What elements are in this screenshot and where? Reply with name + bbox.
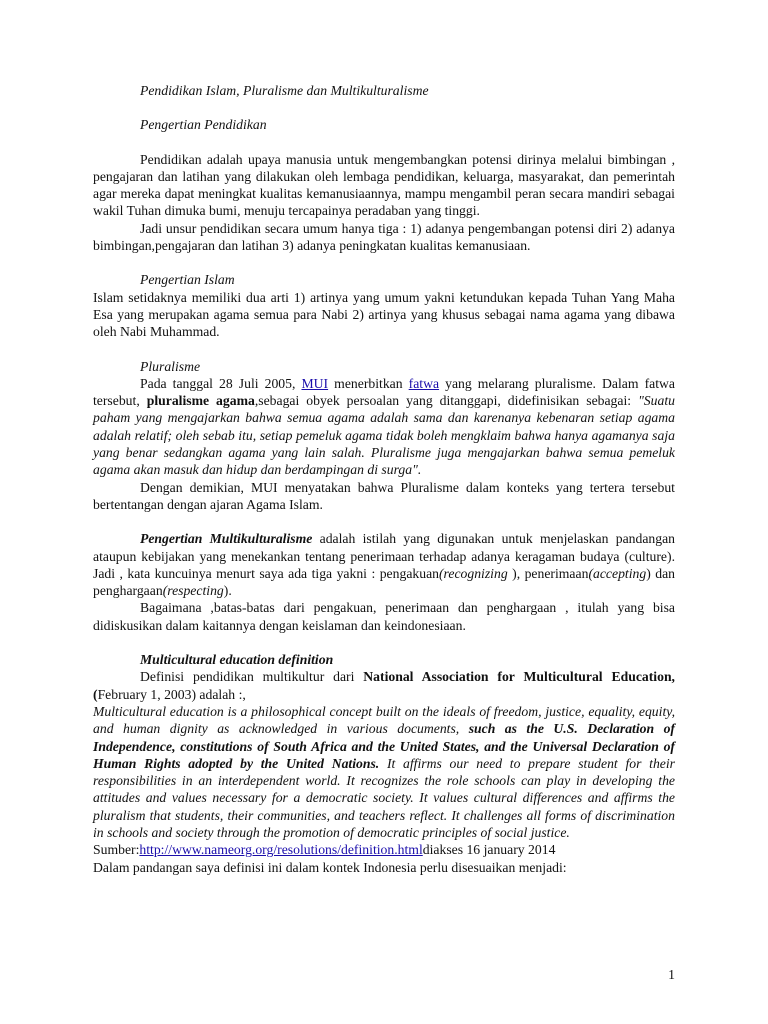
quote-text-b: It affirms our need to prepare student for their responsibilities in an interdependent world. It recognizes the role schools can play in developing the attitudes and values necessary for a democratic society. It values cultural differences and affirms the pluralism that students, their communities, and teachers reflect. It challenges all forms of discrimination in schools and society through the promotion of democratic principles of social justice. (93, 755, 675, 840)
heading-pluralisme: Pluralisme (140, 358, 201, 374)
paragraph-multikulturalisme-1 (93, 530, 675, 599)
heading-pengertian-pendidikan: Pengertian Pendidikan (140, 117, 267, 133)
fatwa-quote: "Suatu paham yang mengajarkan bahwa semua agama adalah sama dan karenanya kebenaran setiap agama adalah relatif; oleh sebab itu, setiap pemeluk agama tidak boleh mengklaim bahwa hanya agamanya saja yang benar sedangkan agama yang lain salah. Pluralisme juga mengajarkan bahwa semua pemeluk agama akan masuk dan hidup dan berdampingan di surga". (93, 393, 675, 478)
paragraph-pendidikan-1: Pendidikan adalah upaya manusia untuk mengembangkan potensi dirinya melalui bimbingan , pengajaran dan latihan yang dilakukan oleh lembaga pendidikan, keluarga, masyarakat, dan pemerintah agar mereka dapat meningkat kualitas kemanusiaannya, mampu mengambil peran secara mandiri sebagai wakil Tuhan dimuka bumi, menuju tercapainya peradaban yang tinggi. (93, 151, 675, 219)
name-text-a: Definisi pendidikan multikultur dari (140, 669, 364, 685)
paragraph-pluralisme-1 (93, 375, 675, 479)
multikulturalisme-lead: Pengertian Multikulturalisme (140, 531, 313, 547)
fatwa-link[interactable]: fatwa (408, 375, 440, 391)
paragraph-islam: Islam setidaknya memiliki dua arti 1) artinya yang umum yakni ketundukan kepada Tuhan Yang Maha Esa yang merupakan agama semua para Nabi 2) artinya yang khusus sebagai nama agama yang dibawa oleh Nabi Muhammad. (93, 289, 675, 340)
multikultural-text-d: ). (223, 583, 232, 599)
paragraph-name-definition (93, 668, 675, 703)
accepting-term: (accepting (588, 565, 647, 581)
source-label: Sumber: (93, 842, 140, 858)
source-accessed: diakses 16 january 2014 (422, 842, 556, 858)
pluralisme-text-b: menerbitkan (328, 375, 409, 391)
source-link[interactable]: http://www.nameorg.org/resolutions/definition.html (139, 842, 423, 858)
pluralisme-text-a: Pada tanggal 28 Juli 2005, (140, 375, 302, 391)
source-line (93, 841, 675, 858)
quote-text-a: Multicultural education is a philosophical concept built on the ideals of freedom, justice, equality, equity, and human dignity as acknowledged in various documents, (93, 703, 675, 737)
multikultural-text-a: adalah istilah yang digunakan untuk menjelaskan pandangan ataupun kebijakan yang menekankan tentang penerimaan terhadap adanya keragaman budaya (culture). Jadi , kata kuncuinya menurt saya ada tiga yakni : pengakuan (93, 531, 676, 581)
pluralisme-agama-bold: pluralisme agama (146, 393, 255, 409)
multikultural-text-c: ) dan penghargaan (93, 565, 675, 599)
name-organization-bold: National Association for Multicultural Education, ( (93, 669, 675, 702)
recognizing-term: (recognizing (439, 565, 508, 581)
heading-pengertian-islam: Pengertian Islam (140, 272, 235, 288)
respecting-term: (respecting (162, 583, 224, 599)
mui-link[interactable]: MUI (301, 375, 329, 391)
heading-multicultural-education: Multicultural education definition (140, 652, 334, 668)
page-number: 1 (668, 967, 675, 982)
paragraph-pluralisme-2: Dengan demikian, MUI menyatakan bahwa Pluralisme dalam konteks yang tertera tersebut bertentangan dengan ajaran Agama Islam. (93, 479, 675, 512)
paragraph-multikulturalisme-2: Bagaimana ,batas-batas dari pengakuan, penerimaan dan penghargaan , itulah yang bisa didiskusikan dalam kaitannya dengan keislaman dan keindonesiaan. (93, 600, 675, 633)
name-text-b: February 1, 2003) adalah :, (97, 686, 246, 702)
pluralisme-text-c: yang melarang pluralisme. Dalam fatwa tersebut, (93, 375, 675, 409)
multicultural-education-quote (93, 703, 675, 841)
document-title: Pendidikan Islam, Pluralisme dan Multikulturalisme (140, 83, 429, 98)
quote-bold-documents: such as the U.S. Declaration of Independence, constitutions of South Africa and the United States, and the Universal Declaration of Human Rights adopted by the United Nations. (93, 721, 675, 771)
paragraph-pandangan: Dalam pandangan saya definisi ini dalam kontek Indonesia perlu disesuaikan menjadi: (93, 859, 567, 875)
multikultural-text-b: ), penerimaan (507, 565, 589, 581)
paragraph-pendidikan-2: Jadi unsur pendidikan secara umum hanya tiga : 1) adanya pengembangan potensi diri 2) adanya bimbingan,pengajaran dan latihan 3) adanya peningkatan kualitas kemanusiaan. (93, 220, 675, 254)
pluralisme-text-d: ,sebagai obyek persoalan yang ditanggapi, didefinisikan sebagai: (254, 393, 639, 409)
